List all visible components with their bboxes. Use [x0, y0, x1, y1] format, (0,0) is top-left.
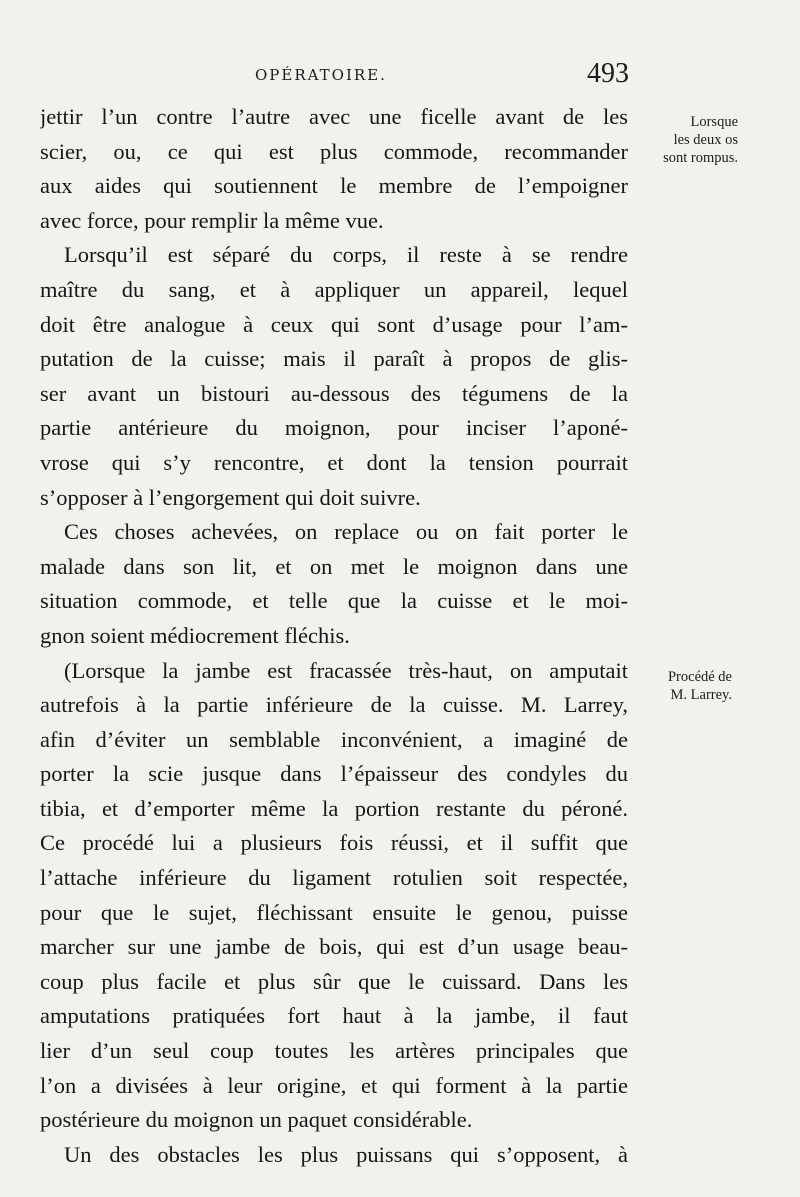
- text-line: tibia, et d’emporter même la portion restante du péroné.: [40, 795, 628, 821]
- text-line: jettir l’un contre l’autre avec une ficelle avant de les: [40, 104, 628, 129]
- text-line: coup plus facile et plus sûr que le cuissard. Dans les: [40, 968, 628, 994]
- text-line: Un des obstacles les plus puissans qui s’opposent, à: [64, 1141, 628, 1167]
- text-line: gnon soient médiocrement fléchis.: [40, 622, 350, 648]
- text-line: pour que le sujet, fléchissant ensuite le genou, puisse: [40, 899, 628, 925]
- text-line: Ces choses achevées, on replace ou on fait porter le: [64, 519, 628, 545]
- text-line: putation de la cuisse; mais il paraît à propos de glis-: [40, 346, 628, 372]
- text-line: vrose qui s’y rencontre, et dont la tension pourrait: [40, 449, 628, 475]
- margin-note-line: M. Larrey.: [670, 687, 732, 703]
- text-line: doit être analogue à ceux qui sont d’usage pour l’am-: [40, 311, 628, 337]
- text-line: postérieure du moignon un paquet considérable.: [40, 1107, 473, 1133]
- text-line: Ce procédé lui a plusieurs fois réussi, et il suffit que: [40, 830, 628, 856]
- text-line: Lorsqu’il est séparé du corps, il reste à se rendre: [64, 242, 628, 268]
- text-line: s’opposer à l’engorgement qui doit suivre.: [40, 484, 421, 510]
- text-line: maître du sang, et à appliquer un appareil, lequel: [40, 276, 628, 302]
- margin-note: [628, 668, 732, 704]
- text-line: marcher sur une jambe de bois, qui est d’un usage beau-: [40, 934, 628, 960]
- text-line: amputations pratiquées fort haut à la jambe, il faut: [40, 1003, 628, 1029]
- text-line: situation commode, et telle que la cuisse et le moi-: [40, 588, 628, 614]
- text-line: l’attache inférieure du ligament rotulien soit respectée,: [40, 865, 628, 891]
- margin-note-line: Lorsque: [690, 114, 738, 130]
- text-line: l’on a divisées à leur origine, et qui forment à la partie: [40, 1072, 628, 1098]
- text-line: malade dans son lit, et on met le moignon dans une: [40, 553, 628, 579]
- body-text: [40, 100, 628, 1172]
- text-line: partie antérieure du moignon, pour inciser l’aponé-: [40, 415, 628, 441]
- margin-note-line: sont rompus.: [663, 150, 738, 166]
- text-line: lier d’un seul coup toutes les artères principales que: [40, 1038, 628, 1064]
- text-line: aux aides qui soutiennent le membre de l’empoigner: [40, 173, 628, 199]
- text-line: afin d’éviter un semblable inconvénient, a imaginé de: [40, 726, 628, 752]
- text-line: avec force, pour remplir la même vue.: [40, 207, 384, 233]
- text-line: (Lorsque la jambe est fracassée très-haut, on amputait: [64, 657, 628, 683]
- page-number: 493: [587, 58, 629, 89]
- margin-note: [628, 113, 738, 167]
- page-header: [40, 58, 635, 92]
- text-line: scier, ou, ce qui est plus commode, recommander: [40, 138, 628, 164]
- margin-note-line: les deux os: [673, 132, 738, 148]
- text-line: porter la scie jusque dans l’épaisseur des condyles du: [40, 761, 628, 787]
- running-title: OPÉRATOIRE.: [255, 66, 387, 84]
- text-line: ser avant un bistouri au-dessous des tégumens de la: [40, 380, 628, 406]
- text-line: autrefois à la partie inférieure de la cuisse. M. Larrey,: [40, 692, 628, 718]
- margin-note-line: Procédé de: [667, 669, 732, 685]
